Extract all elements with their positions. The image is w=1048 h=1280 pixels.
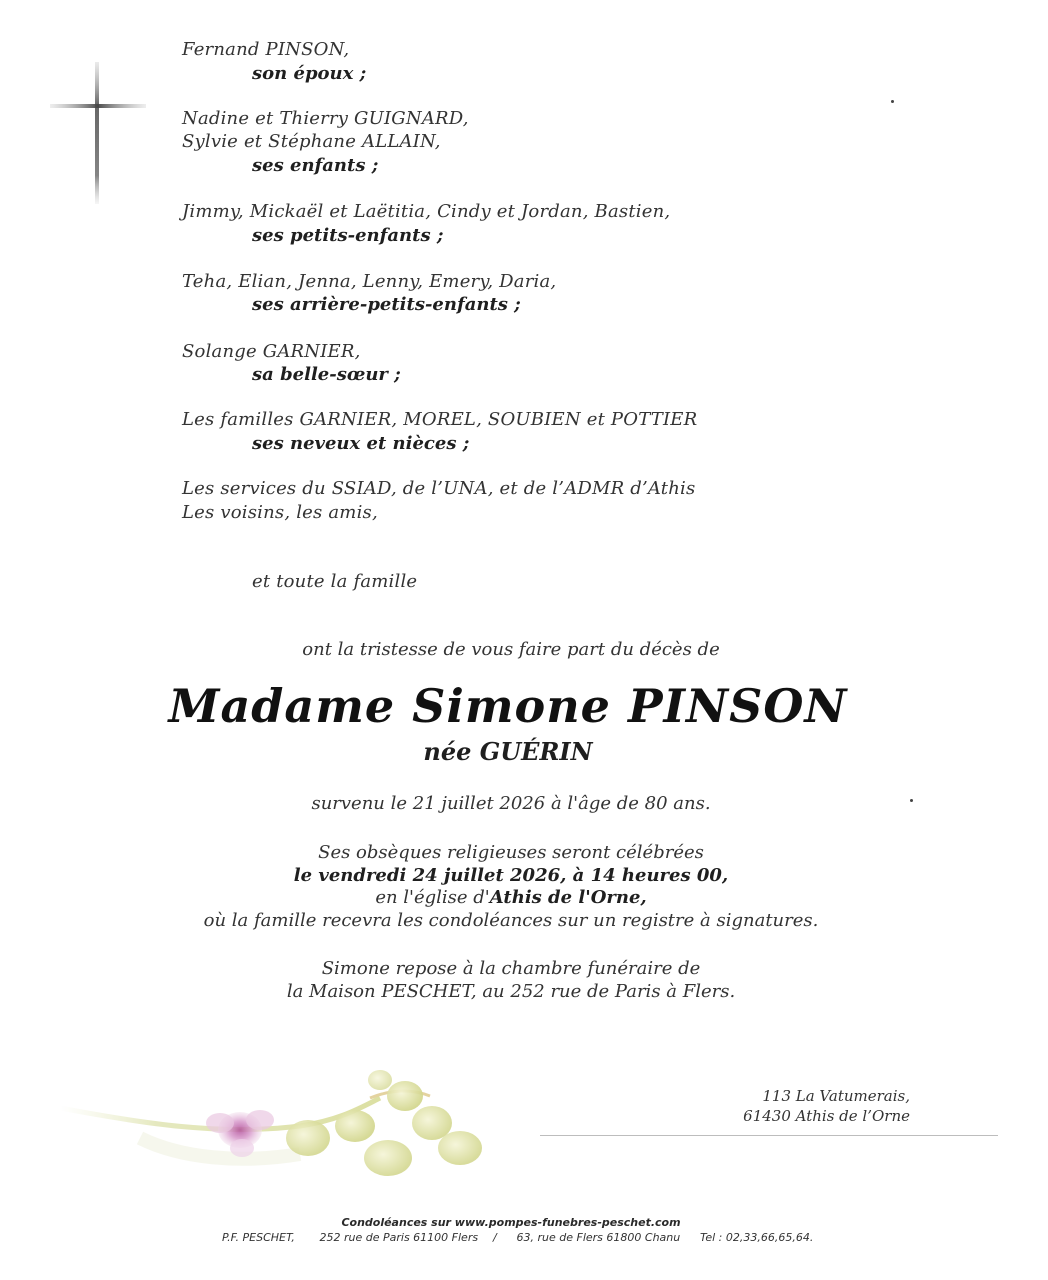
family-name-line: Solange GARNIER, [182, 341, 361, 362]
scan-speck [891, 100, 894, 103]
family-relation: son époux ; [252, 63, 367, 84]
orchid-illustration [60, 1068, 520, 1180]
funeral-date-text: le vendredi 24 juillet 2026, à 14 heures 00, [293, 865, 729, 886]
family-relation: ses petits-enfants ; [252, 225, 444, 246]
services-line: Les voisins, les amis, [182, 502, 378, 523]
footer-company: P.F. PESCHET, [222, 1231, 295, 1244]
funeral-line-4: où la famille recevra les condoléances sur un registre à signatures. [203, 910, 819, 931]
death-line: survenu le 21 juillet 2026 à l'âge de 80 ans. [311, 793, 711, 814]
scan-speck [910, 799, 913, 802]
address-line: 113 La Vatumerais, [762, 1087, 910, 1105]
rest-line-2: la Maison PESCHET, au 252 rue de Paris à Flers. [286, 981, 736, 1002]
family-name-line: Fernand PINSON, [182, 39, 350, 60]
church-place: Athis de l'Orne, [489, 887, 647, 908]
closing-family: et toute la famille [252, 571, 418, 592]
footer-separator: / [493, 1231, 497, 1244]
family-relation: sa belle-sœur ; [252, 364, 401, 385]
funeral-church [0, 886, 1022, 909]
cross-icon [50, 62, 146, 204]
services-line: Les services du SSIAD, de l’UNA, et de l’ADMR d’Athis [182, 478, 696, 499]
family-name-line: Nadine et Thierry GUIGNARD, [182, 108, 469, 129]
rest-line-1: Simone repose à la chambre funéraire de [321, 958, 701, 979]
funeral-date [0, 864, 1022, 887]
family-relation: ses enfants ; [252, 155, 379, 176]
footer-address-1: 252 rue de Paris 61100 Flers [319, 1231, 479, 1244]
family-name-line: Les familles GARNIER, MOREL, SOUBIEN et POTTIER [182, 409, 698, 430]
address-divider [540, 1135, 998, 1136]
address-line: 61430 Athis de l’Orne [743, 1107, 910, 1125]
family-name-line: Jimmy, Mickaël et Laëtitia, Cindy et Jordan, Bastien, [182, 201, 671, 222]
family-relation: ses neveux et nièces ; [252, 433, 470, 454]
family-name-line: Teha, Elian, Jenna, Lenny, Emery, Daria, [182, 271, 557, 292]
funeral-line-1: Ses obsèques religieuses seront célébrées [318, 842, 704, 863]
footer-address-2: 63, rue de Flers 61800 Chanu [516, 1231, 681, 1244]
deceased-name: Madame Simone PINSON [168, 679, 848, 733]
maiden-name: née GUÉRIN [423, 737, 593, 766]
footer-contact [222, 1231, 813, 1245]
footer-condolences: Condoléances sur www.pompes-funebres-peschet.com [341, 1216, 681, 1229]
church-prefix: en l'église d' [375, 887, 490, 908]
family-name-line: Sylvie et Stéphane ALLAIN, [182, 131, 441, 152]
family-relation: ses arrière-petits-enfants ; [252, 294, 521, 315]
announcement: ont la tristesse de vous faire part du décès de [302, 639, 720, 660]
footer-phone: Tel : 02,33,66,65,64. [700, 1231, 814, 1244]
